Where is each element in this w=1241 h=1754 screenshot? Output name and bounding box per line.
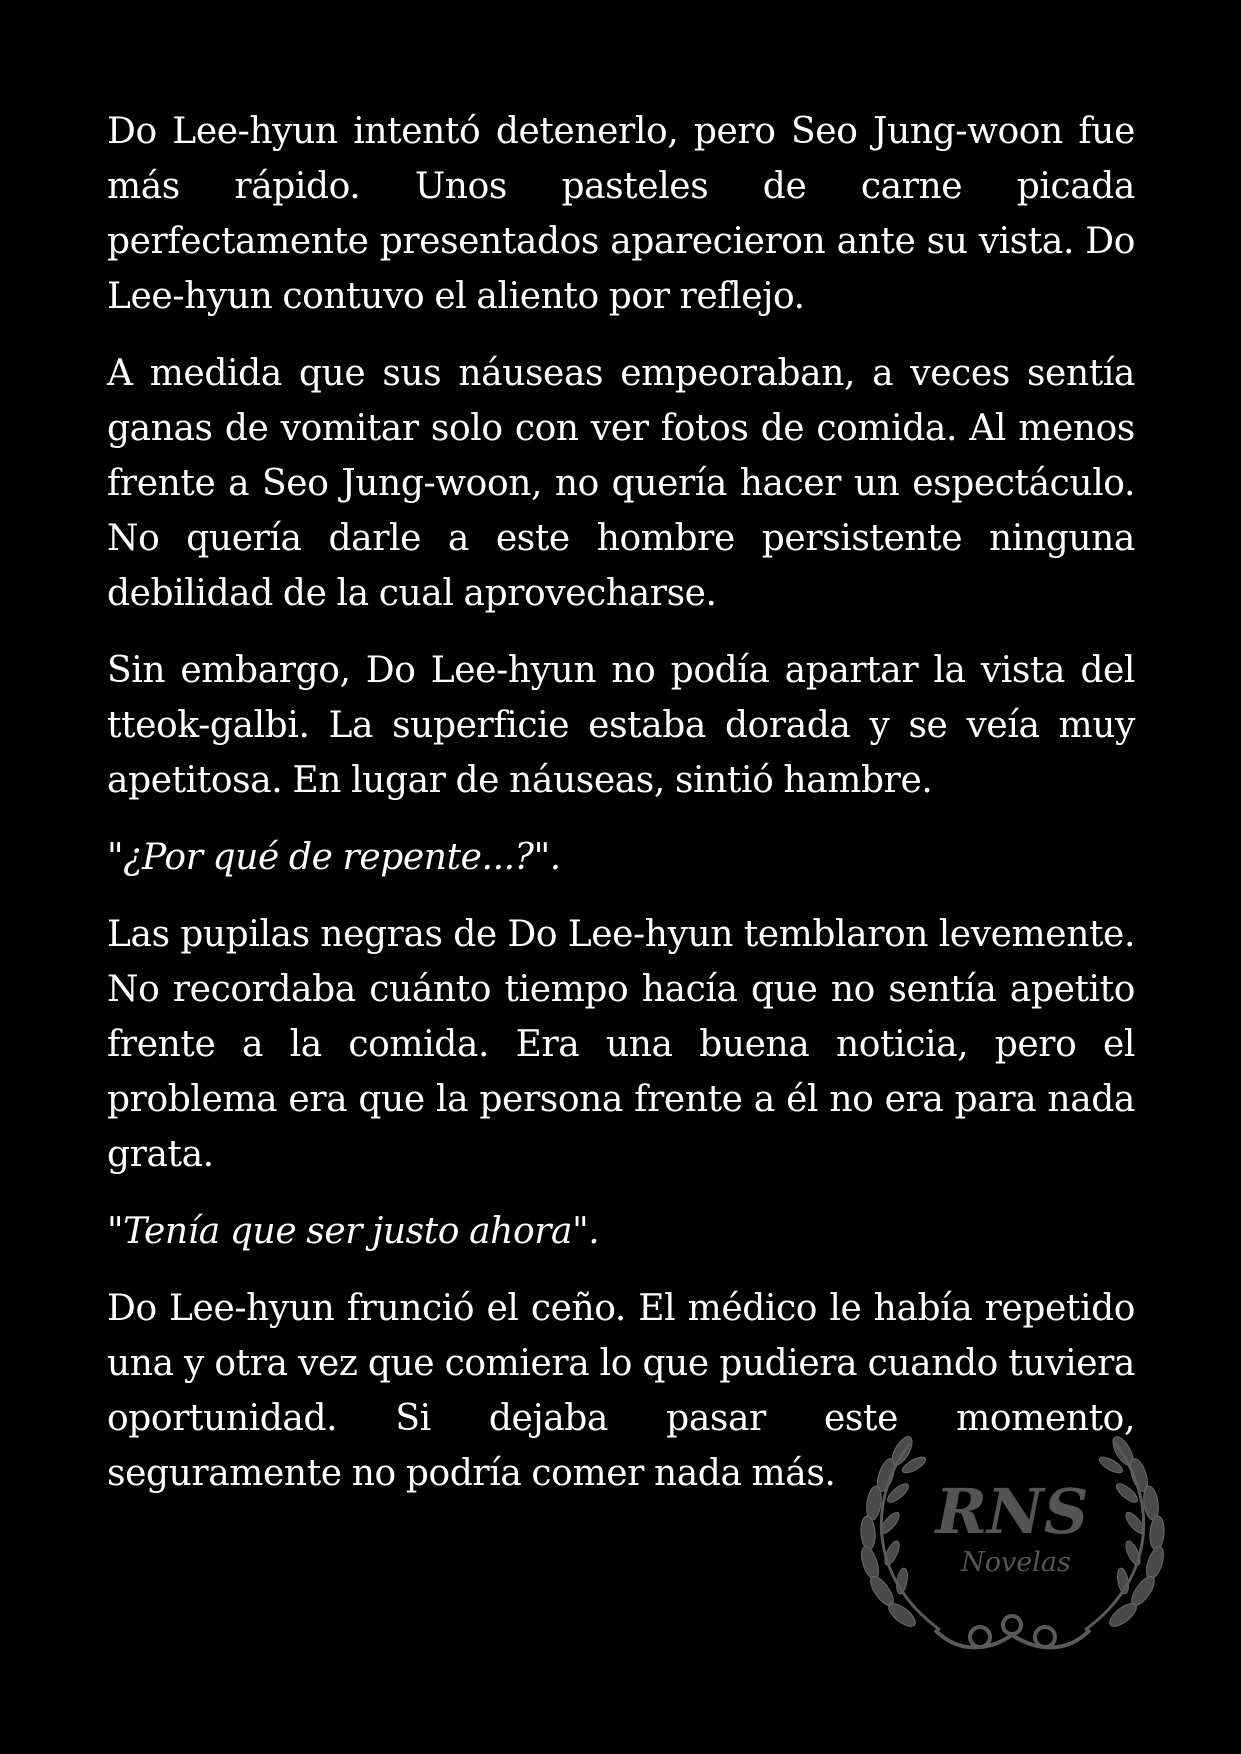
paragraph: A medida que sus náuseas empeoraban, a veces sentía ganas de vomitar solo con ver fotos de comida. Al menos frente a Seo Jung-woon, no quería hacer un espectáculo. No quería darle a este hombre persistente ninguna debilidad de la cual aprovecharse. [107,353,1135,614]
laurel-wreath-icon [840,1425,1185,1665]
paragraph: Do Lee-hyun intentó detenerlo, pero Seo Jung-woon fue más rápido. Unos pasteles de carne picada perfectamente presentados aparecieron ante su vista. Do Lee-hyun contuvo el aliento por reflejo. [107,111,1135,317]
inner-thought: "¿Por qué de repente...?". [107,837,561,878]
inner-thought: "Tenía que ser justo ahora". [107,1211,600,1252]
paragraph: Sin embargo, Do Lee-hyun no podía apartar la vista del tteok-galbi. La superficie estaba dorada y se veía muy apetitosa. En lugar de náuseas, sintió hambre. [107,650,1135,801]
watermark-title: RNS [935,1475,1089,1548]
rns-novelas-watermark [840,1425,1185,1665]
paragraph: Do Lee-hyun frunció el ceño. El médico le había repetido una y otra vez que comiera lo que pudiera cuando tuviera oportunidad. Si dejaba pasar este momento, seguramente no podría comer nada más. [107,1288,1135,1494]
chapter-text [107,104,1135,1523]
watermark-subtitle: Novelas [961,1547,1071,1578]
paragraph: Las pupilas negras de Do Lee-hyun temblaron levemente. No recordaba cuánto tiempo hacía que no sentía apetito frente a la comida. Era una buena noticia, pero el problema era que la persona frente a él no era para nada grata. [107,914,1135,1175]
